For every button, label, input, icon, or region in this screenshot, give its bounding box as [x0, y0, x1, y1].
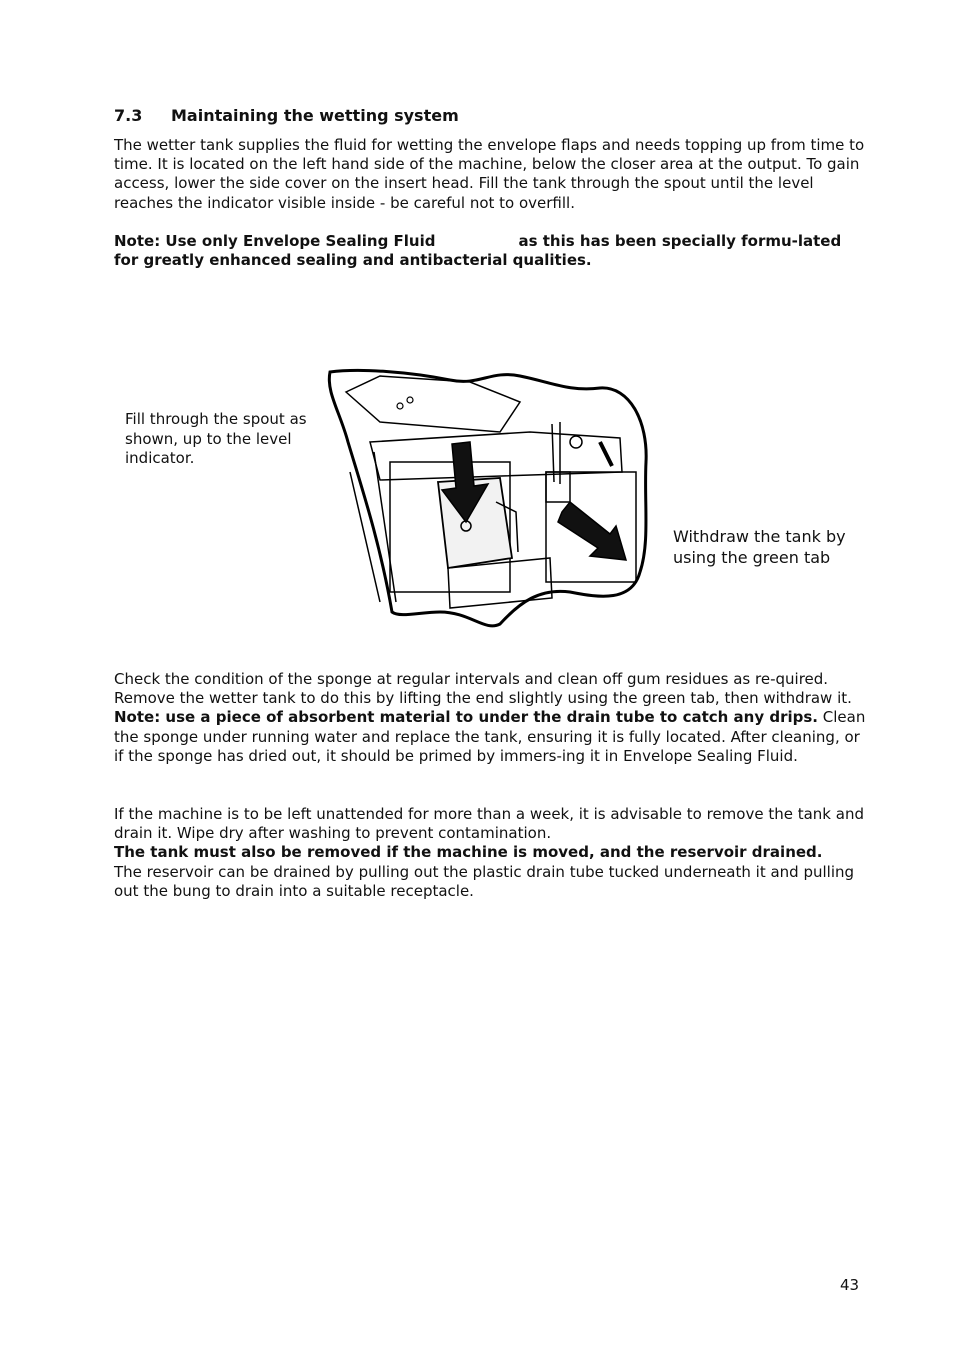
sponge-note-bold: Note: use a piece of absorbent material to under the drain tube to catch any drips.: [114, 708, 818, 727]
fluid-note-part2: as this has been specially formu-lated for greatly enhanced sealing and antibacterial qualities.: [114, 232, 842, 270]
sponge-paragraph: [114, 670, 866, 766]
fill-caption: Fill through the spout as shown, up to the level indicator.: [125, 410, 307, 468]
sponge-text-1: Check the condition of the sponge at regular intervals and clean off gum residues as re-quired. Remove the wetter tank to do this by lifting the end slightly using the green tab, then withdraw it.: [114, 670, 852, 708]
section-number: 7.3: [114, 106, 143, 125]
intro-paragraph: The wetter tank supplies the fluid for wetting the envelope flaps and needs topping up from time to time. It is located on the left hand side of the machine, below the closer area at the output. To gain access, lower the side cover on the insert head. Fill the tank through the spout until the level reaches the indicator visible inside - be careful not to overfill.: [114, 136, 865, 212]
sponge-text-2: Clean the sponge under running water and replace the tank, ensuring it is fully located. After cleaning, or if the sponge has dried out, it should be primed by immers-ing it in Envelope Sealing Fluid.: [114, 708, 866, 765]
wetter-tank-illustration: [320, 362, 654, 634]
unattended-text: If the machine is to be left unattended for more than a week, it is advisable to remove the tank and drain it. Wipe dry after washing to prevent contamination.: [114, 805, 864, 843]
unattended-paragraph: [114, 805, 866, 901]
page-number: 43: [840, 1276, 860, 1294]
section-title: Maintaining the wetting system: [171, 106, 459, 125]
fluid-note: [114, 232, 866, 270]
unattended-warning-bold: The tank must also be removed if the machine is moved, and the reservoir drained.: [114, 843, 823, 862]
fluid-note-part1: Note: Use only Envelope Sealing Fluid: [114, 232, 436, 250]
reservoir-text: The reservoir can be drained by pulling out the plastic drain tube tucked underneath it and pulling out the bung to drain into a suitable receptacle.: [114, 862, 855, 900]
section-heading: [114, 106, 459, 125]
withdraw-caption: Withdraw the tank by using the green tab: [673, 527, 846, 567]
